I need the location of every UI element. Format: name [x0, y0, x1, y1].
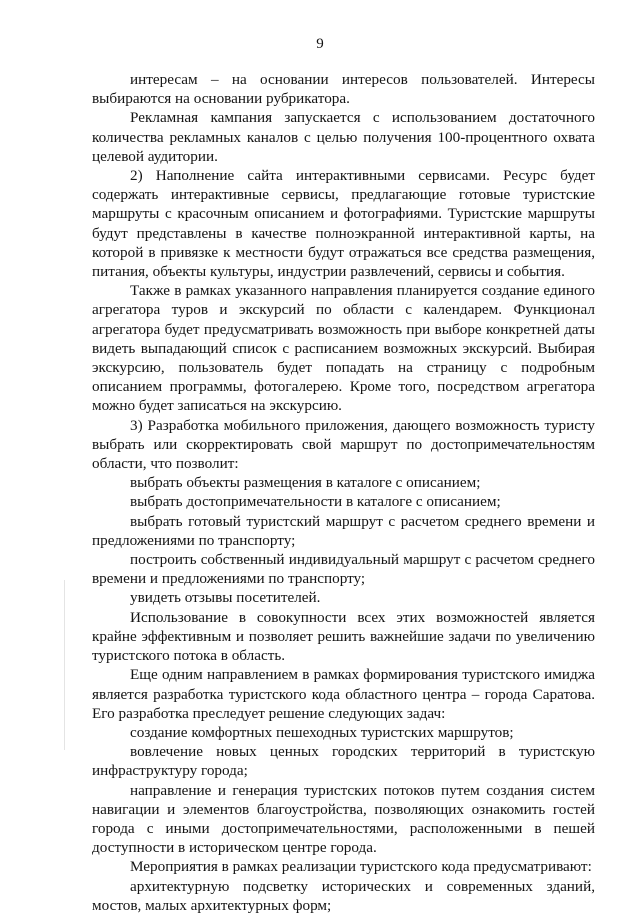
list-item: построить собственный индивидуальный маршрут с расчетом среднего времени и предложениями по транспорту;: [92, 551, 595, 588]
body-text: [92, 70, 595, 915]
list-item: создание комфортных пешеходных туристских маршрутов;: [130, 723, 514, 741]
paragraph: 2) Наполнение сайта интерактивными сервисами. Ресурс будет содержать интерактивные сервисы, предлагающие готовые туристские маршруты с красочным описанием и фотографиями. Туристские маршруты будут представлены в качестве полноэкранной интерактивной карты, на которой в привязке к местности будут отражаться все средства размещения, питания, объекты культуры, индустрии развлечений, сервисы и события.: [92, 167, 595, 281]
list-item: направление и генерация туристских потоков путем создания систем навигации и элементов благоустройства, позволяющих ознакомить гостей города с иными достопримечательностями, расположенными в пешей доступности в историческом центре города.: [92, 781, 595, 857]
page-number: 9: [316, 36, 324, 52]
paragraph: Рекламная кампания запускается с использованием достаточного количества рекламных каналов с целью получения 100-процентного охвата целевой аудитории.: [92, 109, 595, 165]
list-item: выбрать объекты размещения в каталоге с описанием;: [130, 474, 481, 492]
list-item: выбрать готовый туристский маршрут с расчетом среднего времени и предложениями по транспорту;: [92, 512, 595, 549]
paragraph: интересам – на основании интересов пользователей. Интересы выбираются на основании рубрикатора.: [92, 71, 595, 108]
list-item: вовлечение новых ценных городских территорий в туристскую инфраструктуру города;: [92, 743, 595, 780]
paragraph: Также в рамках указанного направления планируется создание единого агрегатора туров и экскурсий по области с календарем. Функционал агрегатора будет предусматривать возможность при выборе конкретней даты видеть выпадающий список с расписанием возможных экскурсий. Выбирая экскурсию, пользователь будет попадать на страницу с подробным описанием программы, фотогалерею. Кроме того, посредством агрегатора можно будет записаться на экскурсию.: [92, 282, 595, 415]
paragraph: Использование в совокупности всех этих возможностей является крайне эффективным и позволяет решить важнейшие задачи по увеличению туристского потока в область.: [92, 608, 595, 665]
list-item: увидеть отзывы посетителей.: [130, 589, 321, 607]
paragraph: Еще одним направлением в рамках формирования туристского имиджа является разработка туристского кода областного центра – города Саратова. Его разработка преследует решение следующих задач:: [92, 666, 595, 722]
paragraph: 3) Разработка мобильного приложения, дающего возможность туристу выбрать или скорректировать свой маршрут по достопримечательностям области, что позволит:: [92, 416, 595, 473]
paragraph: Мероприятия в рамках реализации туристского кода предусматривают:: [130, 858, 592, 876]
list-item: выбрать достопримечательности в каталоге с описанием;: [130, 493, 501, 511]
scan-margin-line: [64, 580, 65, 750]
list-item: архитектурную подсветку исторических и современных зданий, мостов, малых архитектурных форм;: [92, 877, 595, 914]
